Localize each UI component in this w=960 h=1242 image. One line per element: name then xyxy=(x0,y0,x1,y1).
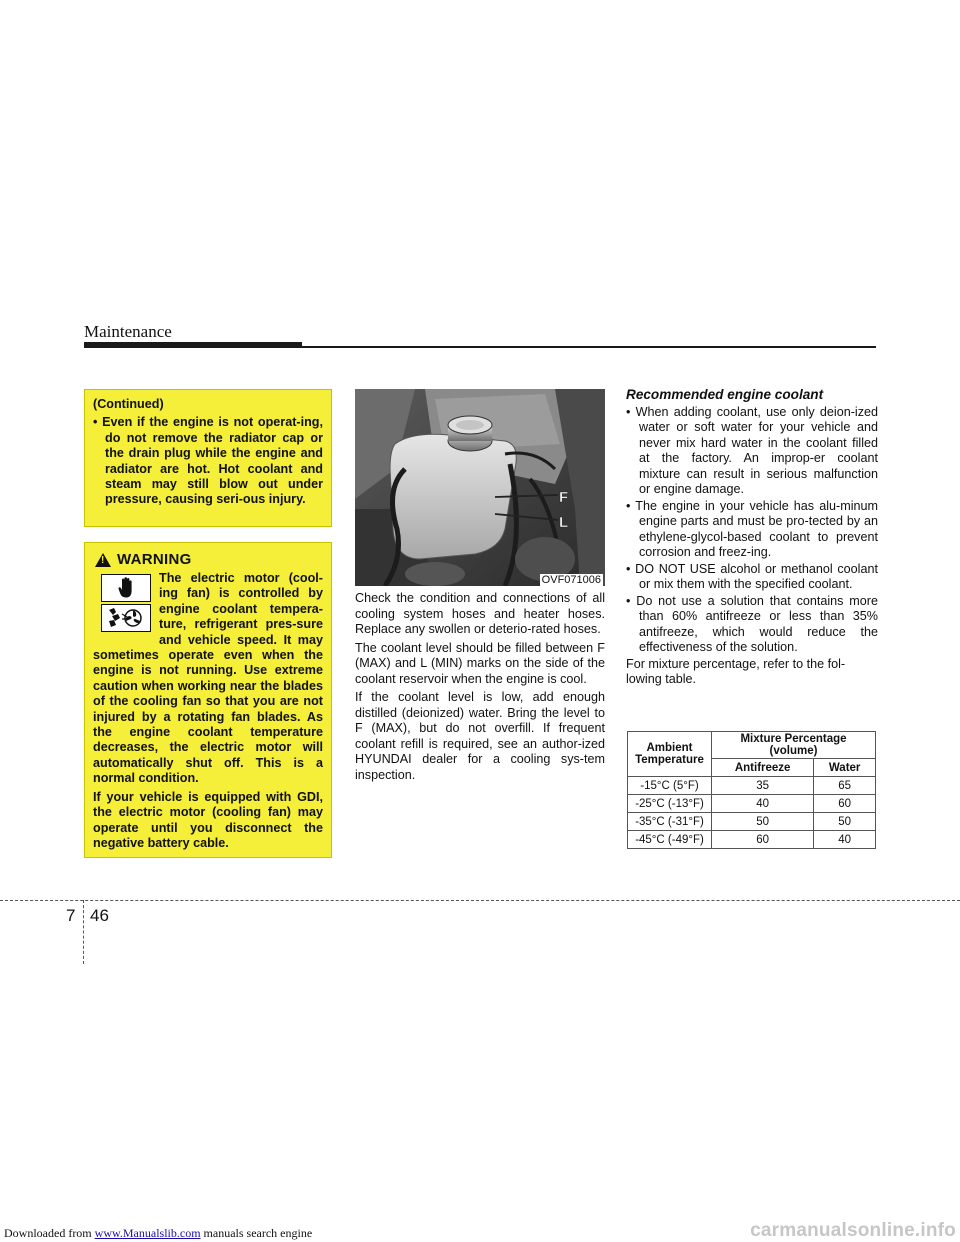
warning-icons xyxy=(101,574,151,634)
table-header-mixture: Mixture Percentage (volume) xyxy=(712,732,876,759)
coolant-mixture-table xyxy=(627,731,876,849)
table-cell-antifreeze: 50 xyxy=(712,813,814,831)
table-cell-temperature: -35°C (-31°F) xyxy=(628,813,712,831)
table-cell-water: 40 xyxy=(814,831,876,849)
section-title: Maintenance xyxy=(84,322,172,341)
continued-bullet-text: Even if the engine is not operat-ing, do not remove the radiator cap or the drain plug while the engine and radiator are hot. Hot coolant and steam may still blow out under pressure, causing seri-ous injury. xyxy=(102,415,323,507)
table-cell-temperature: -15°C (5°F) xyxy=(628,777,712,795)
photo-code: OVF071006 xyxy=(541,574,601,586)
mid-paragraph-1: Check the condition and connections of all cooling system hoses and heater hoses. Replace any swollen or deterio-rated hoses. xyxy=(355,591,605,636)
table-header-water: Water xyxy=(814,759,876,777)
warning-box xyxy=(84,542,332,858)
table-cell-water: 65 xyxy=(814,777,876,795)
table-row xyxy=(628,777,876,795)
table-cell-temperature: -25°C (-13°F) xyxy=(628,795,712,813)
manualslib-link[interactable]: www.Manualslib.com xyxy=(94,1226,201,1240)
header-rule-thin xyxy=(302,346,876,348)
coolant-bullet: • DO NOT USE alcohol or methanol coolant or mix them with the specified coolant. xyxy=(626,561,878,591)
table-cell-antifreeze: 35 xyxy=(712,777,814,795)
engine-illustration xyxy=(355,389,605,586)
hose-inspection-text xyxy=(355,591,605,786)
footer-dashed-rule xyxy=(0,900,960,901)
footer-dashed-divider xyxy=(83,900,84,964)
fan-hazard-icon xyxy=(101,604,151,632)
recommended-coolant-section xyxy=(626,387,878,688)
table-cell-water: 50 xyxy=(814,813,876,831)
table-intro-text: For mixture percentage, refer to the fol-lowing table. xyxy=(626,656,846,686)
table-cell-temperature: -45°C (-49°F) xyxy=(628,831,712,849)
warning-title: WARNING xyxy=(117,551,192,569)
continued-caution-box xyxy=(84,389,332,527)
table-cell-antifreeze: 40 xyxy=(712,795,814,813)
table-cell-water: 60 xyxy=(814,795,876,813)
mid-paragraph-3: If the coolant level is low, add enough distilled (deionized) water. Bring the level to F (MAX), but do not overfill. If frequent coolant refill is required, see an author-ized HYUNDAI dealer for a cooling sys-tem inspection. xyxy=(355,690,605,782)
table-row xyxy=(628,831,876,849)
coolant-bullet: • The engine in your vehicle has alu-minum engine parts and must be pro-tected by an ethylene-glycol-based coolant to prevent corrosion and freez-ing. xyxy=(626,498,878,559)
warning-paragraph-2: If your vehicle is equipped with GDI, the electric motor (cooling fan) may operate until you disconnect the negative battery cable. xyxy=(93,789,323,850)
full-mark-label: F xyxy=(559,489,569,506)
warning-triangle-icon: ! xyxy=(95,553,111,567)
recommended-coolant-title: Recommended engine coolant xyxy=(626,387,824,402)
watermark: carmanualsonline.info xyxy=(750,1220,956,1241)
warning-header xyxy=(95,551,323,569)
chapter-number: 7 xyxy=(66,906,76,925)
page-number: 46 xyxy=(90,906,109,925)
stop-hand-icon xyxy=(101,574,151,602)
table-header-ambient: Ambient Temperature xyxy=(628,732,712,777)
download-source-line: Downloaded from www.Manualslib.com manuals search engine xyxy=(4,1226,313,1240)
low-mark-label: L xyxy=(559,514,569,531)
table-row xyxy=(628,813,876,831)
warning-body xyxy=(93,571,323,851)
header-rule-thick xyxy=(84,342,302,348)
table-row xyxy=(628,795,876,813)
table-cell-antifreeze: 60 xyxy=(712,831,814,849)
coolant-reservoir-photo xyxy=(355,389,605,586)
continued-bullet: • Even if the engine is not operat-ing, do not remove the radiator cap or the drain plug while the engine and radiator are hot. Hot coolant and steam may still blow out under pressure, causing seri-ous injury. xyxy=(93,415,323,507)
mid-paragraph-2: The coolant level should be filled between F (MAX) and L (MIN) marks on the side of the coolant reservoir when the engine is cool. xyxy=(355,640,605,686)
warning-paragraph-1: The electric motor (cool-ing fan) is controlled by engine coolant tempera-ture, refrigerant pres-sure and vehicle speed. It may sometimes operate even when the engine is not running. Use extreme caution when working near the blades of the cooling fan so that you are not injured by a rotating fan blades. As the engine coolant temperature decreases, the electric motor will automatically shut off. This is a normal condition. xyxy=(93,571,323,786)
continued-label: (Continued) xyxy=(93,397,164,411)
coolant-bullet: • Do not use a solution that contains more than 60% antifreeze or less than 35% antifreeze, which would reduce the effectiveness of the solution. xyxy=(626,593,878,654)
coolant-bullet: • When adding coolant, use only deion-ized water or soft water for your vehicle and never mix hard water in the coolant filled at the factory. An improp-er coolant mixture can result in serious malfunction or engine damage. xyxy=(626,404,878,496)
table-header-antifreeze: Antifreeze xyxy=(712,759,814,777)
